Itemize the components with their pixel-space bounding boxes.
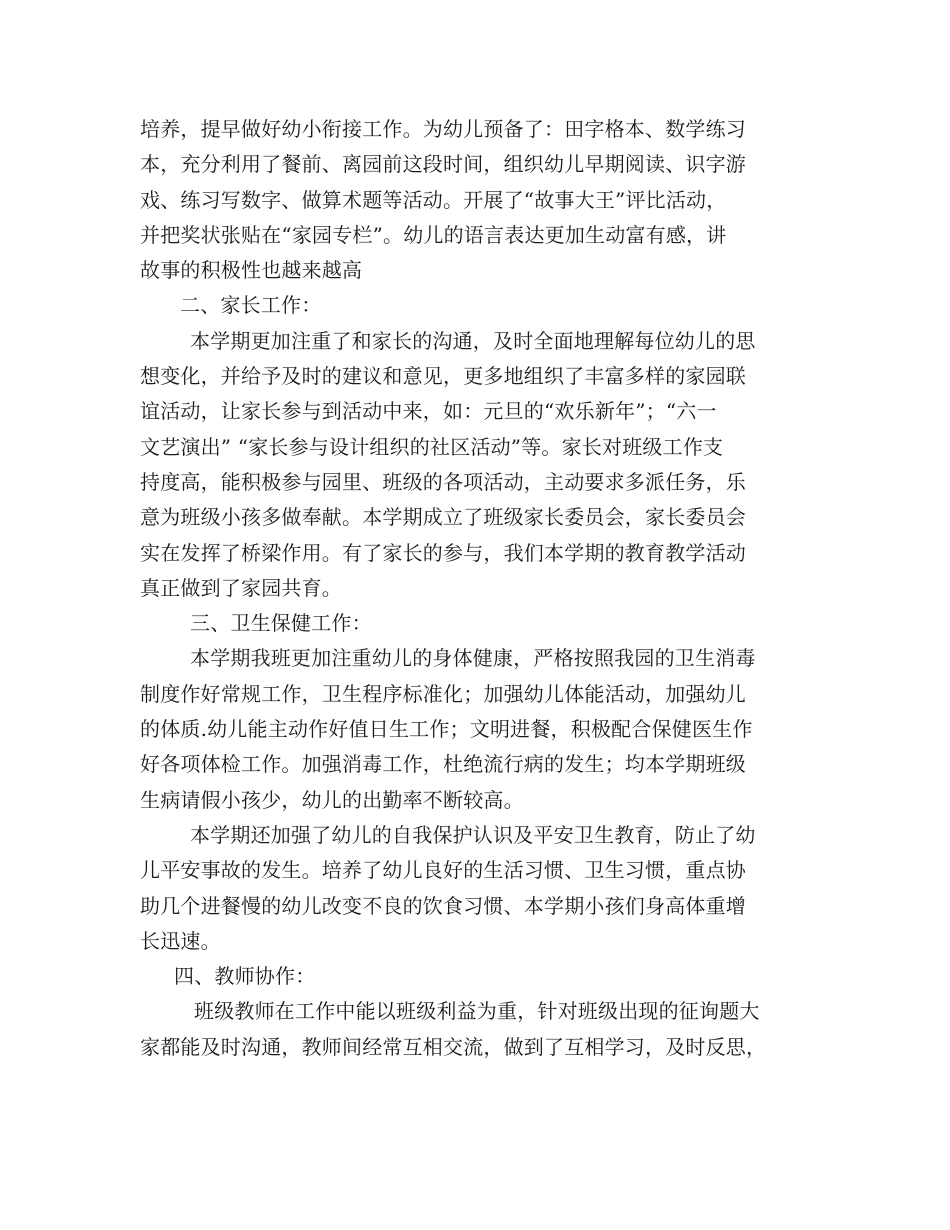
paragraph-line: 儿平安事故的发生。培养了幼儿良好的生活习惯、卫生习惯，重点协 xyxy=(140,858,746,883)
paragraph-line: 戏、练习写数字、做算术题等活动。开展了“故事大王”评比活动， xyxy=(140,187,727,212)
paragraph-line: 制度作好常规工作，卫生程序标准化；加强幼儿体能活动，加强幼儿 xyxy=(140,681,746,706)
paragraph-line: 意为班级小孩多做奉献。本学期成立了班级家长委员会，家长委员会 xyxy=(140,505,746,530)
paragraph-line: 生病请假小孩少，幼儿的出勤率不断较高。 xyxy=(140,787,524,812)
paragraph-line: 故事的积极性也越来越高 xyxy=(140,258,363,283)
paragraph-line: 本学期更加注重了和家长的沟通，及时全面地理解每位幼儿的思 xyxy=(190,328,756,353)
paragraph-line: 实在发挥了桥梁作用。有了家长的参与，我们本学期的教育教学活动 xyxy=(140,540,746,565)
paragraph-line: 家都能及时沟通，教师间经常互相交流，做到了互相学习，及时反思， xyxy=(140,1034,767,1059)
paragraph-line: 班级教师在工作中能以班级利益为重，针对班级出现的征询题大 xyxy=(194,999,760,1024)
paragraph-line: 的体质.幼儿能主动作好值日生工作；文明进餐，积极配合保健医生作 xyxy=(140,717,753,742)
paragraph-line: 谊活动，让家长参与到活动中来，如：元旦的“欢乐新年”；“六一 xyxy=(140,399,717,424)
paragraph-line: 本，充分利用了餐前、离园前这段时间，组织幼儿早期阅读、识字游 xyxy=(140,152,746,177)
paragraph-line: 助几个进餐慢的幼儿改变不良的饮食习惯、本学期小孩们身高体重增 xyxy=(140,893,746,918)
document-body xyxy=(140,112,820,1065)
paragraph-line: 培养，提早做好幼小衔接工作。为幼儿预备了：田字格本、数学练习 xyxy=(140,117,746,141)
paragraph-line: 并把奖状张贴在“家园专栏”。幼儿的语言表达更加生动富有感，讲 xyxy=(140,222,727,247)
paragraph-line: 长迅速。 xyxy=(140,928,221,953)
section-heading-parents: 二、家长工作： xyxy=(180,293,322,318)
paragraph-line: 持度高，能积极参与园里、班级的各项活动，主动要求多派任务，乐 xyxy=(140,469,746,494)
paragraph-line: 本学期我班更加注重幼儿的身体健康，严格按照我园的卫生消毒 xyxy=(190,646,756,671)
paragraph-line: 想变化，并给予及时的建议和意见，更多地组织了丰富多样的家园联 xyxy=(140,364,746,389)
section-heading-teachers: 四、教师协作： xyxy=(174,964,316,989)
paragraph-line: 文艺演出” “家长参与设计组织的社区活动”等。家长对班级工作支 xyxy=(140,434,724,459)
paragraph-line: 真正做到了家园共育。 xyxy=(140,575,342,600)
paragraph-line: 好各项体检工作。加强消毒工作，杜绝流行病的发生；均本学期班级 xyxy=(140,752,746,777)
paragraph-line: 本学期还加强了幼儿的自我保护认识及平安卫生教育，防止了幼 xyxy=(190,822,756,847)
section-heading-health: 三、卫生保健工作： xyxy=(190,611,372,636)
